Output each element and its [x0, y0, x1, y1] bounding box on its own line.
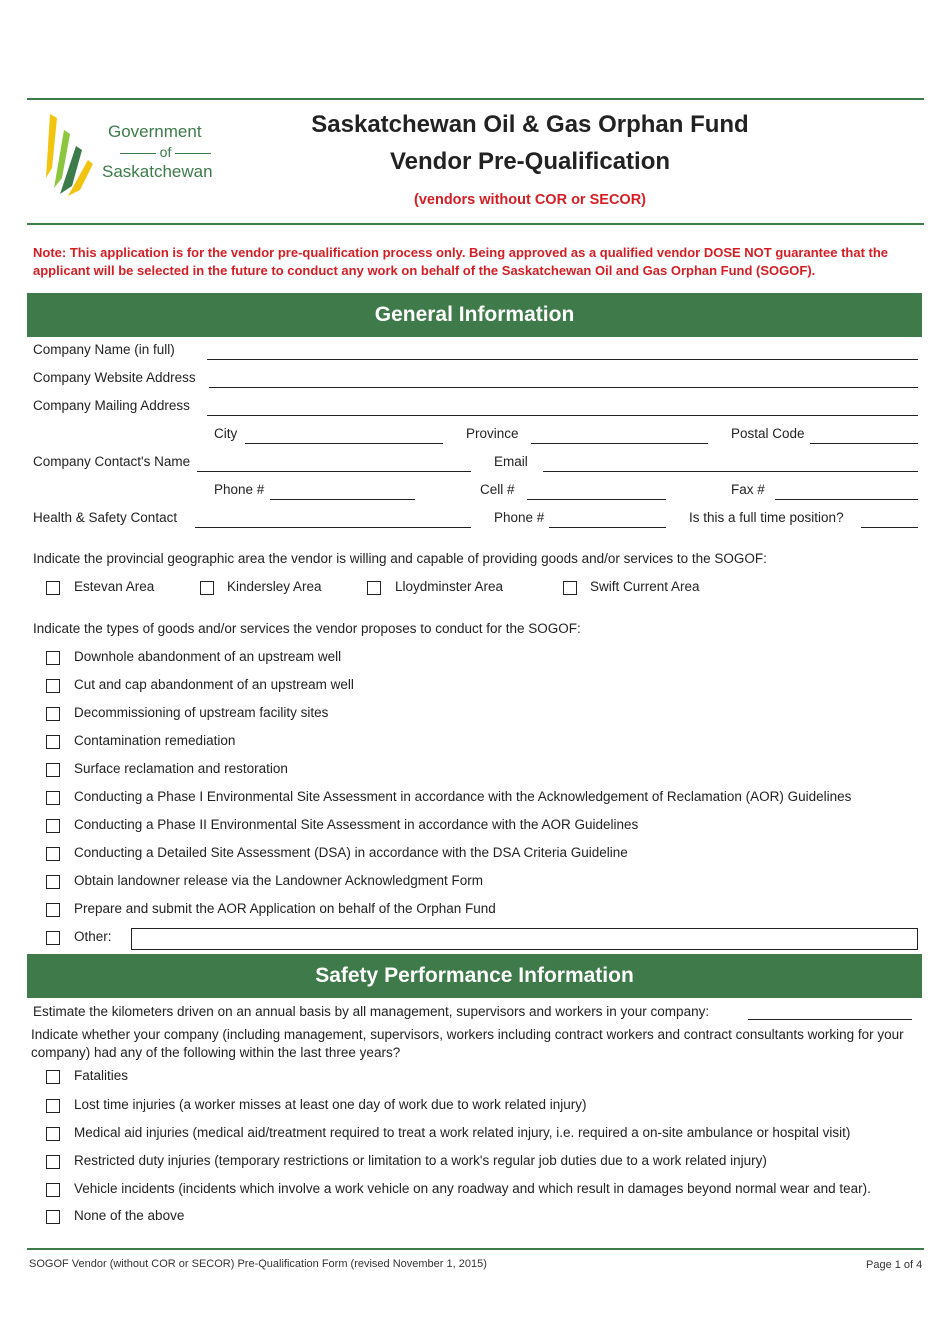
service-label: Cut and cap abandonment of an upstream well [74, 677, 354, 692]
hs-contact-label: Health & Safety Contact [33, 510, 178, 525]
services-prompt: Indicate the types of goods and/or services the vendor proposes to conduct for the SOGOF: [33, 621, 581, 636]
service-label: Surface reclamation and restoration [74, 761, 288, 776]
incident-checkbox[interactable] [46, 1070, 60, 1084]
incident-label: Medical aid injuries (medical aid/treatment required to treat a work related injury, i.e. required a on-site ambulance or hospital visit) [74, 1125, 851, 1140]
km-prompt: Estimate the kilometers driven on an annual basis by all management, supervisors and workers in your company: [33, 1004, 710, 1019]
province-label: Province [466, 426, 519, 441]
service-label: Conducting a Phase II Environmental Site Assessment in accordance with the AOR Guidelines [74, 817, 639, 832]
service-checkbox[interactable] [46, 763, 60, 777]
government-logo [40, 108, 230, 198]
other-checkbox[interactable] [46, 931, 60, 945]
incident-checkbox[interactable] [46, 1127, 60, 1141]
fax-field[interactable] [775, 499, 918, 500]
mailing-address-label: Company Mailing Address [33, 398, 190, 413]
postal-code-label: Postal Code [731, 426, 805, 441]
full-time-field[interactable] [861, 527, 918, 528]
footer-rule [27, 1248, 924, 1250]
kindersley-area-checkbox[interactable] [200, 581, 214, 595]
hs-phone-label: Phone # [494, 510, 545, 525]
incident-checkbox[interactable] [46, 1183, 60, 1197]
fax-label: Fax # [731, 482, 765, 497]
header-top-rule [27, 98, 924, 100]
footer-page-number: Page 1 of 4 [866, 1259, 923, 1271]
disclaimer-note: Note: This application is for the vendor pre-qualification process only. Being approved as a qualified vendor DOSE NOT guarantee that the applicant will be selected in the future to conduct any work on behalf of the Saskatchewan Oil and Gas Orphan Fund (SOGOF). [33, 245, 889, 278]
estevan-area-checkbox[interactable] [46, 581, 60, 595]
form-title-1: Saskatchewan Oil & Gas Orphan Fund [311, 111, 749, 138]
lloydminster-area-checkbox[interactable] [367, 581, 381, 595]
email-field[interactable] [543, 471, 918, 472]
full-time-label: Is this a full time position? [689, 510, 844, 525]
km-field[interactable] [748, 1019, 912, 1020]
logo-line3: Saskatchewan [102, 162, 213, 181]
estevan-area-label: Estevan Area [74, 579, 155, 594]
header-bottom-rule [27, 223, 924, 225]
contact-name-label: Company Contact's Name [33, 454, 191, 469]
wheat-icon [40, 108, 110, 198]
service-checkbox[interactable] [46, 707, 60, 721]
area-prompt: Indicate the provincial geographic area the vendor is willing and capable of providing goods and/or services to the SOGOF: [33, 551, 767, 566]
other-label: Other: [74, 929, 112, 944]
city-label: City [214, 426, 238, 441]
incident-checkbox[interactable] [46, 1155, 60, 1169]
lloydminster-area-label: Lloydminster Area [395, 579, 504, 594]
incident-label: Restricted duty injuries (temporary restrictions or limitation to a work's regular job duties due to a work related injury) [74, 1153, 767, 1168]
service-checkbox[interactable] [46, 791, 60, 805]
service-checkbox[interactable] [46, 903, 60, 917]
contact-name-field[interactable] [197, 471, 471, 472]
swift-current-area-checkbox[interactable] [563, 581, 577, 595]
phone-field[interactable] [270, 499, 415, 500]
logo-line2: of [159, 144, 172, 160]
service-label: Conducting a Phase I Environmental Site Assessment in accordance with the Acknowledgement of Reclamation (AOR) Guidelines [74, 789, 852, 804]
service-label: Obtain landowner release via the Landowner Acknowledgment Form [74, 873, 483, 888]
incident-label: Vehicle incidents (incidents which involve a work vehicle on any roadway and which result in damages beyond normal wear and tear). [74, 1181, 871, 1196]
incident-checkbox[interactable] [46, 1099, 60, 1113]
service-checkbox[interactable] [46, 679, 60, 693]
service-label: Conducting a Detailed Site Assessment (DSA) in accordance with the DSA Criteria Guideline [74, 845, 628, 860]
service-checkbox[interactable] [46, 735, 60, 749]
logo-line1: Government [108, 122, 202, 141]
form-title-2: Vendor Pre-Qualification [389, 148, 671, 175]
service-checkbox[interactable] [46, 847, 60, 861]
general-information-heading: General Information [27, 293, 922, 337]
cell-label: Cell # [480, 482, 515, 497]
website-label: Company Website Address [33, 370, 196, 385]
service-label: Prepare and submit the AOR Application on behalf of the Orphan Fund [74, 901, 496, 916]
service-checkbox[interactable] [46, 875, 60, 889]
kindersley-area-label: Kindersley Area [227, 579, 322, 594]
postal-code-field[interactable] [810, 443, 918, 444]
incident-label: Fatalities [74, 1068, 129, 1083]
cell-field[interactable] [527, 499, 666, 500]
hs-phone-field[interactable] [549, 527, 666, 528]
service-label: Decommissioning of upstream facility sites [74, 705, 329, 720]
incident-prompt: Indicate whether your company (including management, supervisors, workers including contract workers and contract consultants working for your company) had any of the following within the last three years? [31, 1027, 904, 1060]
hs-contact-field[interactable] [195, 527, 471, 528]
service-label: Contamination remediation [74, 733, 236, 748]
form-subtitle: (vendors without COR or SECOR) [414, 192, 646, 208]
email-label: Email [494, 454, 528, 469]
incident-label: None of the above [74, 1208, 185, 1223]
city-field[interactable] [245, 443, 443, 444]
footer-form-id: SOGOF Vendor (without COR or SECOR) Pre-Qualification Form (revised November 1, 2015) [29, 1258, 487, 1270]
service-checkbox[interactable] [46, 819, 60, 833]
safety-performance-heading: Safety Performance Information [27, 954, 922, 998]
company-name-label: Company Name (in full) [33, 342, 175, 357]
company-name-field[interactable] [207, 359, 918, 360]
incident-label: Lost time injuries (a worker misses at least one day of work due to work related injury) [74, 1097, 587, 1112]
incident-checkbox[interactable] [46, 1210, 60, 1224]
service-checkbox[interactable] [46, 651, 60, 665]
service-label: Downhole abandonment of an upstream well [74, 649, 342, 664]
province-field[interactable] [531, 443, 708, 444]
phone-label: Phone # [214, 482, 265, 497]
swift-current-area-label: Swift Current Area [590, 579, 700, 594]
other-text-field[interactable] [131, 928, 918, 950]
website-field[interactable] [209, 387, 918, 388]
mailing-address-field[interactable] [207, 415, 918, 416]
